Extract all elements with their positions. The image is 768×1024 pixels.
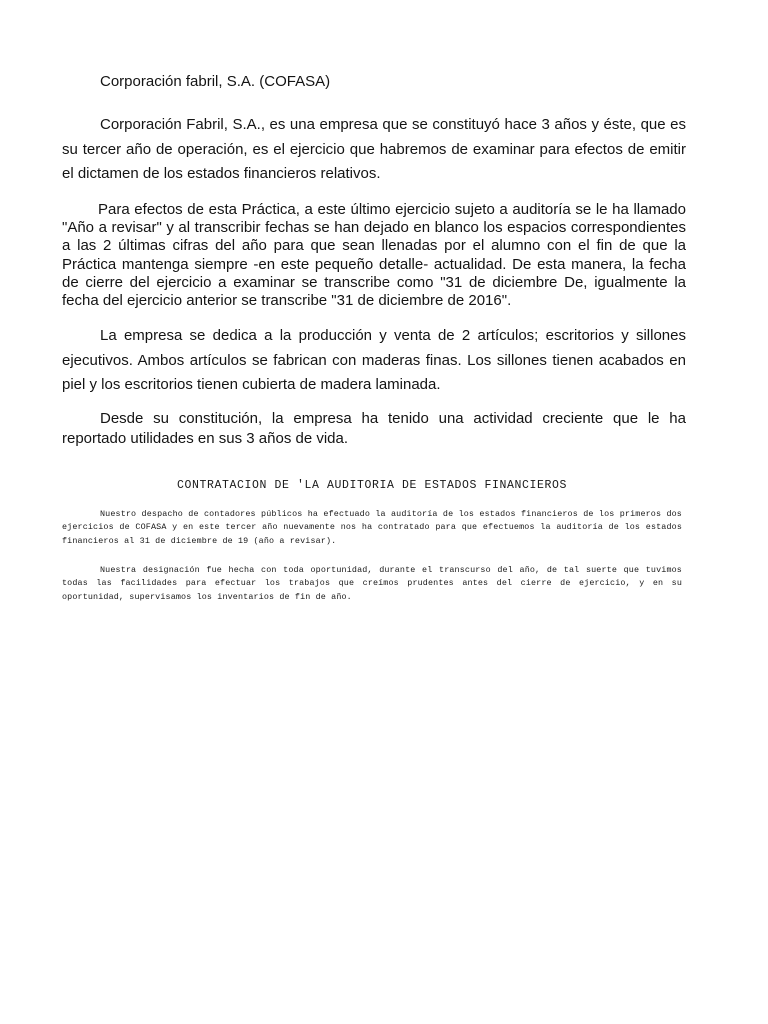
intro-paragraph [62, 113, 686, 187]
paragraph-text: Desde su constitución, la empresa ha tenido una actividad creciente que le ha reportado utilidades en sus 3 años de vida. [62, 410, 686, 447]
growth-paragraph [62, 409, 686, 449]
paragraph-text: La empresa se dedica a la producción y venta de 2 artículos; escritorios y sillones ejecutivos. Ambos artículos se fabrican con maderas finas. Los sillones tienen acabados en piel y los escritorios tienen cubierta de madera laminada. [62, 327, 686, 393]
section-title: CONTRATACION DE 'LA AUDITORIA DE ESTADOS FINANCIEROS [176, 479, 568, 492]
paragraph-text: Para efectos de esta Práctica, a este último ejercicio sujeto a auditoría se le ha llamado "Año a revisar" y al transcribir fechas se han dejado en blanco los espacios correspondientes a las 2 últimas cifras del año para que sean llenadas por el alumno con el fin de que la Práctica mantenga siempre -en este pequeño detalle- actualidad. De esta manera, la fecha de cierre del ejercicio a examinar se transcribe como "31 de diciembre De, igualmente la fecha del ejercicio anterior se transcribe "31 de diciembre de 2016". [62, 201, 686, 310]
practice-note-paragraph [62, 201, 686, 310]
document-heading: Corporación fabril, S.A. (COFASA) [100, 73, 331, 90]
business-paragraph [62, 324, 686, 398]
paragraph-text: Nuestra designación fue hecha con toda oportunidad, durante el transcurso del año, de tal suerte que tuvimos todas las facilidades para efectuar los trabajos que creímos prudentes antes del cierre de ejercicio, y en su oportunidad, supervisamos los inventarios de fin de año. [62, 565, 682, 602]
paragraph-text: Nuestro despacho de contadores públicos ha efectuado la auditoría de los estados financieros de los primeros dos ejercicios de COFASA y en este tercer año nuevamente nos ha contratado para que efectuemos la auditoría de los estados financieros al 31 de diciembre de 19 (año a revisar). [62, 509, 682, 546]
engagement-paragraph [62, 508, 682, 548]
designation-paragraph [62, 564, 682, 604]
paragraph-text: Corporación Fabril, S.A., es una empresa que se constituyó hace 3 años y éste, que es su tercer año de operación, es el ejercicio que habremos de examinar para efectos de emitir el dictamen de los estados financieros relativos. [62, 116, 686, 182]
